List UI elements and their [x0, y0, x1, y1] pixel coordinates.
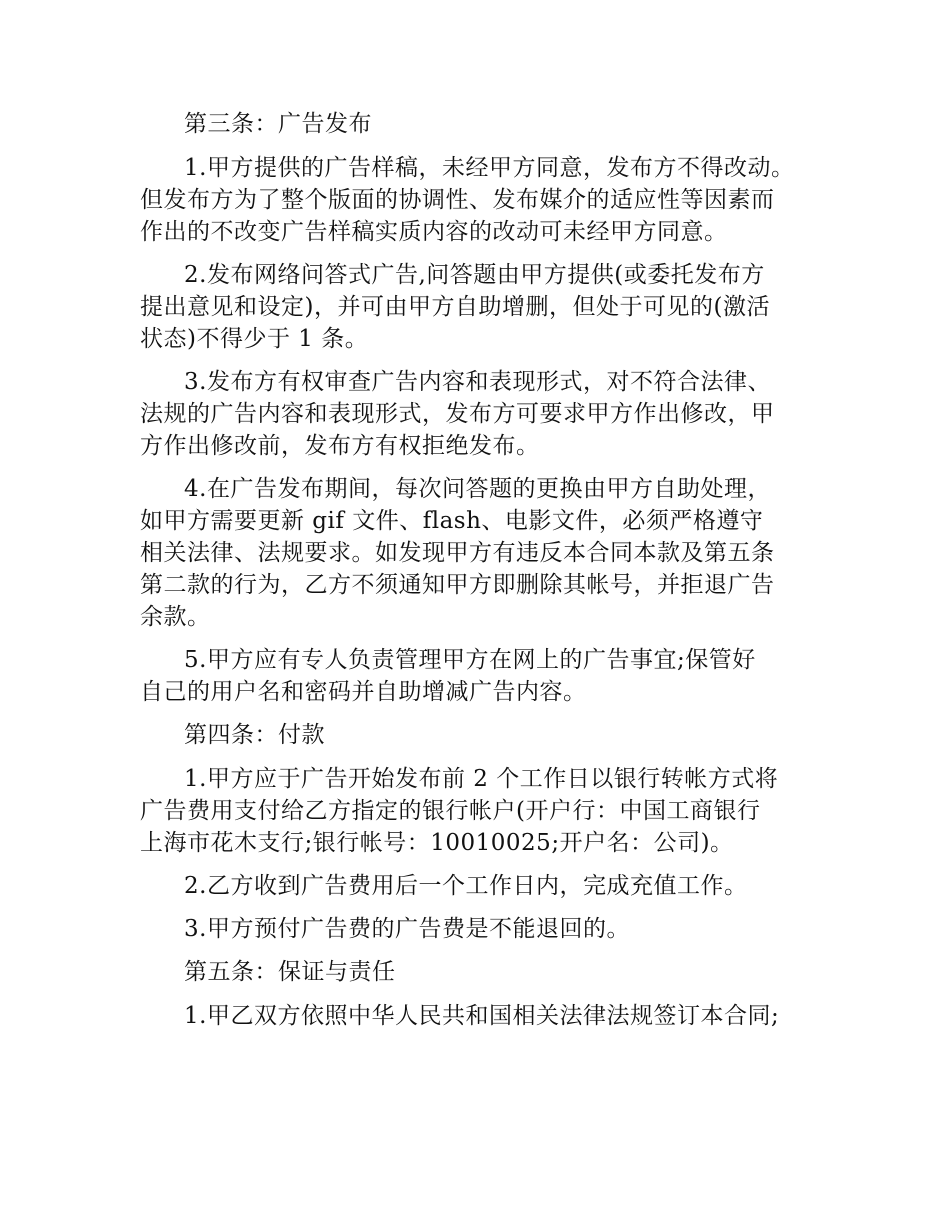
clause-4-2 — [140, 870, 820, 902]
section-heading-5: 第五条：保证与责任 — [184, 959, 396, 985]
clause-3-5 — [140, 644, 820, 708]
clause-3-2 — [140, 259, 820, 355]
clause-3-3 — [140, 366, 820, 462]
text-line: 2.乙方收到广告费用后一个工作日内，完成充值工作。 — [184, 873, 748, 899]
clause-5-1 — [140, 1000, 820, 1032]
section-heading-3: 第三条：广告发布 — [184, 111, 372, 137]
text-line: 如甲方需要更新 gif 文件、flash、电影文件，必须严格遵守 — [140, 508, 764, 534]
text-line: 3.发布方有权审查广告内容和表现形式，对不符合法律、 — [184, 369, 771, 395]
clause-4-3 — [140, 913, 820, 945]
text-line: 相关法律、法规要求。如发现甲方有违反本合同本款及第五条 — [140, 540, 775, 566]
text-line: 4.在广告发布期间，每次问答题的更换由甲方自助处理， — [184, 476, 771, 502]
section-heading-4: 第四条：付款 — [184, 722, 325, 748]
text-line: 自己的用户名和密码并自助增减广告内容。 — [140, 679, 587, 705]
text-line: 5.甲方应有专人负责管理甲方在网上的广告事宜;保管好 — [184, 647, 756, 673]
text-line: 但发布方为了整个版面的协调性、发布媒介的适应性等因素而 — [140, 187, 775, 213]
text-line: 广告费用支付给乙方指定的银行帐户(开户行：中国工商银行 — [140, 798, 761, 824]
clause-3-4 — [140, 473, 820, 633]
text-line: 2.发布网络问答式广告,问答题由甲方提供(或委托发布方 — [184, 262, 765, 288]
text-line: 余款。 — [140, 604, 211, 630]
text-line: 1.甲乙双方依照中华人民共和国相关法律法规签订本合同; — [184, 1003, 780, 1029]
text-line: 法规的广告内容和表现形式，发布方可要求甲方作出修改，甲 — [140, 401, 775, 427]
text-line: 作出的不改变广告样稿实质内容的改动可未经甲方同意。 — [140, 219, 728, 245]
text-line: 上海市花木支行;银行帐号：10010025;开户名：公司)。 — [140, 830, 734, 856]
text-line: 方作出修改前，发布方有权拒绝发布。 — [140, 433, 540, 459]
text-line: 提出意见和设定)，并可由甲方自助增删，但处于可见的(激活 — [140, 294, 770, 320]
clause-3-1 — [140, 152, 820, 248]
text-line: 3.甲方预付广告费的广告费是不能退回的。 — [184, 916, 630, 942]
text-line: 状态)不得少于 1 条。 — [140, 326, 369, 352]
document-body — [140, 108, 820, 1043]
text-line: 1.甲方提供的广告样稿，未经甲方同意，发布方不得改动。 — [184, 155, 795, 181]
clause-4-1 — [140, 763, 820, 859]
text-line: 第二款的行为，乙方不须通知甲方即删除其帐号，并拒退广告 — [140, 572, 775, 598]
text-line: 1.甲方应于广告开始发布前 2 个工作日以银行转帐方式将 — [184, 766, 779, 792]
